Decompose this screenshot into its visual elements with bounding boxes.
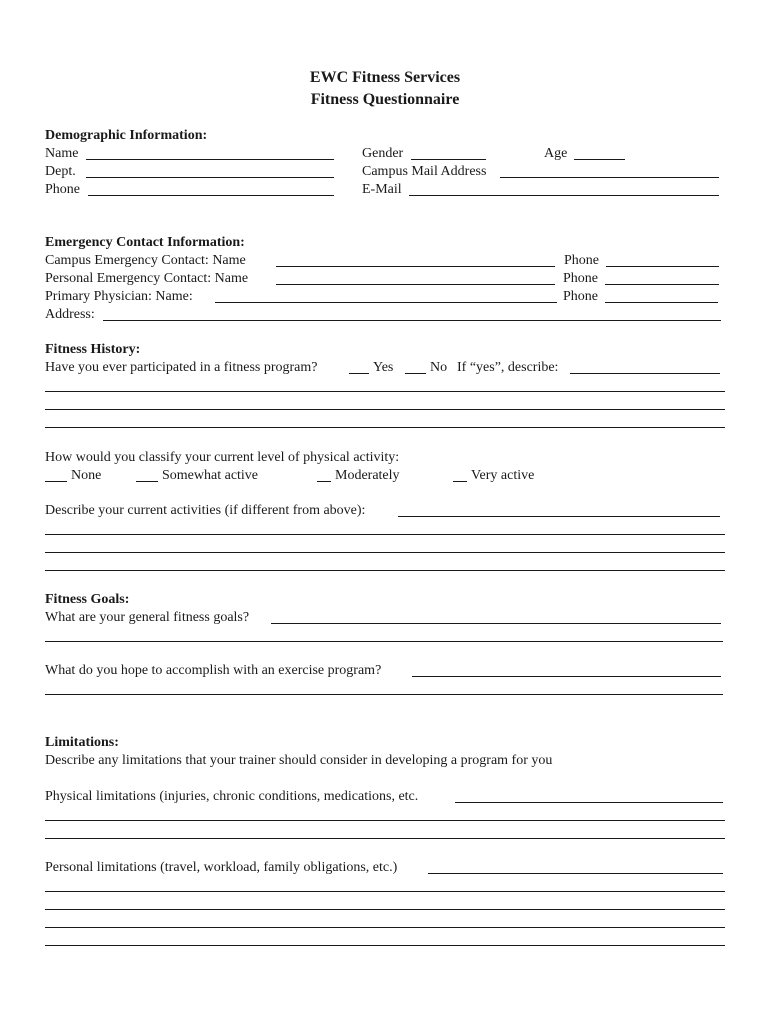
general-goals-field[interactable] <box>271 623 721 624</box>
yes-label: Yes <box>373 360 394 375</box>
accomplish-line[interactable] <box>45 694 723 695</box>
campus-mail-field[interactable] <box>500 177 719 178</box>
dept-field[interactable] <box>86 177 334 178</box>
phone-field[interactable] <box>88 195 334 196</box>
no-blank[interactable] <box>405 373 426 374</box>
personal-emergency-label: Personal Emergency Contact: Name <box>45 271 249 286</box>
describe-line[interactable] <box>45 427 725 428</box>
physician-phone-field[interactable] <box>605 302 718 303</box>
phone-label: Phone <box>45 182 80 197</box>
physical-limitations-field[interactable] <box>455 802 723 803</box>
campus-emergency-name-field[interactable] <box>276 266 555 267</box>
emergency-heading: Emergency Contact Information: <box>45 235 245 250</box>
gender-field[interactable] <box>411 159 486 160</box>
campus-emergency-phone-label: Phone <box>564 253 599 268</box>
limitations-heading: Limitations: <box>45 735 119 750</box>
current-activities-line[interactable] <box>45 552 725 553</box>
describe-field[interactable] <box>570 373 720 374</box>
personal-limitations-line[interactable] <box>45 945 725 946</box>
physical-limitations-line[interactable] <box>45 838 725 839</box>
option-moderately-label: Moderately <box>335 468 400 483</box>
age-field[interactable] <box>574 159 625 160</box>
general-goals-question: What are your general fitness goals? <box>45 610 250 625</box>
campus-emergency-phone-field[interactable] <box>606 266 719 267</box>
participated-question: Have you ever participated in a fitness program? <box>45 360 318 375</box>
current-activities-line[interactable] <box>45 534 725 535</box>
email-label: E-Mail <box>362 182 402 197</box>
describe-line[interactable] <box>45 391 725 392</box>
option-none-label: None <box>71 468 102 483</box>
describe-line[interactable] <box>45 409 725 410</box>
campus-mail-label: Campus Mail Address <box>362 164 487 179</box>
fitness-goals-heading: Fitness Goals: <box>45 592 130 607</box>
accomplish-question: What do you hope to accomplish with an exercise program? <box>45 663 382 678</box>
demographic-heading: Demographic Information: <box>45 128 208 143</box>
physician-phone-label: Phone <box>563 289 598 304</box>
current-activities-line[interactable] <box>45 570 725 571</box>
personal-emergency-phone-field[interactable] <box>605 284 719 285</box>
address-field[interactable] <box>103 320 721 321</box>
personal-limitations-line[interactable] <box>45 909 725 910</box>
physical-limitations-label: Physical limitations (injuries, chronic conditions, medications, etc. <box>45 789 419 804</box>
accomplish-field[interactable] <box>412 676 721 677</box>
personal-emergency-name-field[interactable] <box>276 284 555 285</box>
fitness-history-heading: Fitness History: <box>45 342 141 357</box>
gender-label: Gender <box>362 146 404 161</box>
activity-level-question: How would you classify your current level of physical activity: <box>45 450 400 465</box>
email-field[interactable] <box>409 195 719 196</box>
dept-label: Dept. <box>45 164 76 179</box>
no-label: No <box>430 360 448 375</box>
campus-emergency-label: Campus Emergency Contact: Name <box>45 253 246 268</box>
address-label: Address: <box>45 307 95 322</box>
form-title: EWC Fitness Services <box>309 69 461 86</box>
current-activities-field[interactable] <box>398 516 720 517</box>
personal-limitations-line[interactable] <box>45 927 725 928</box>
current-activities-question: Describe your current activities (if different from above): <box>45 503 366 518</box>
personal-limitations-label: Personal limitations (travel, workload, family obligations, etc.) <box>45 860 398 875</box>
option-somewhat-label: Somewhat active <box>162 468 259 483</box>
yes-blank[interactable] <box>349 373 369 374</box>
option-somewhat-blank[interactable] <box>136 481 158 482</box>
physician-name-field[interactable] <box>215 302 557 303</box>
option-moderately-blank[interactable] <box>317 481 331 482</box>
age-label: Age <box>544 146 568 161</box>
personal-emergency-phone-label: Phone <box>563 271 598 286</box>
name-field[interactable] <box>86 159 334 160</box>
physical-limitations-line[interactable] <box>45 820 725 821</box>
physician-label: Primary Physician: Name: <box>45 289 193 304</box>
form-subtitle: Fitness Questionnaire <box>310 91 460 108</box>
name-label: Name <box>45 146 79 161</box>
personal-limitations-field[interactable] <box>428 873 723 874</box>
option-very-active-label: Very active <box>471 468 535 483</box>
general-goals-line[interactable] <box>45 641 723 642</box>
if-yes-label: If “yes”, describe: <box>457 360 559 375</box>
limitations-intro: Describe any limitations that your trainer should consider in developing a program for you <box>45 753 553 768</box>
option-very-active-blank[interactable] <box>453 481 467 482</box>
personal-limitations-line[interactable] <box>45 891 725 892</box>
option-none-blank[interactable] <box>45 481 67 482</box>
